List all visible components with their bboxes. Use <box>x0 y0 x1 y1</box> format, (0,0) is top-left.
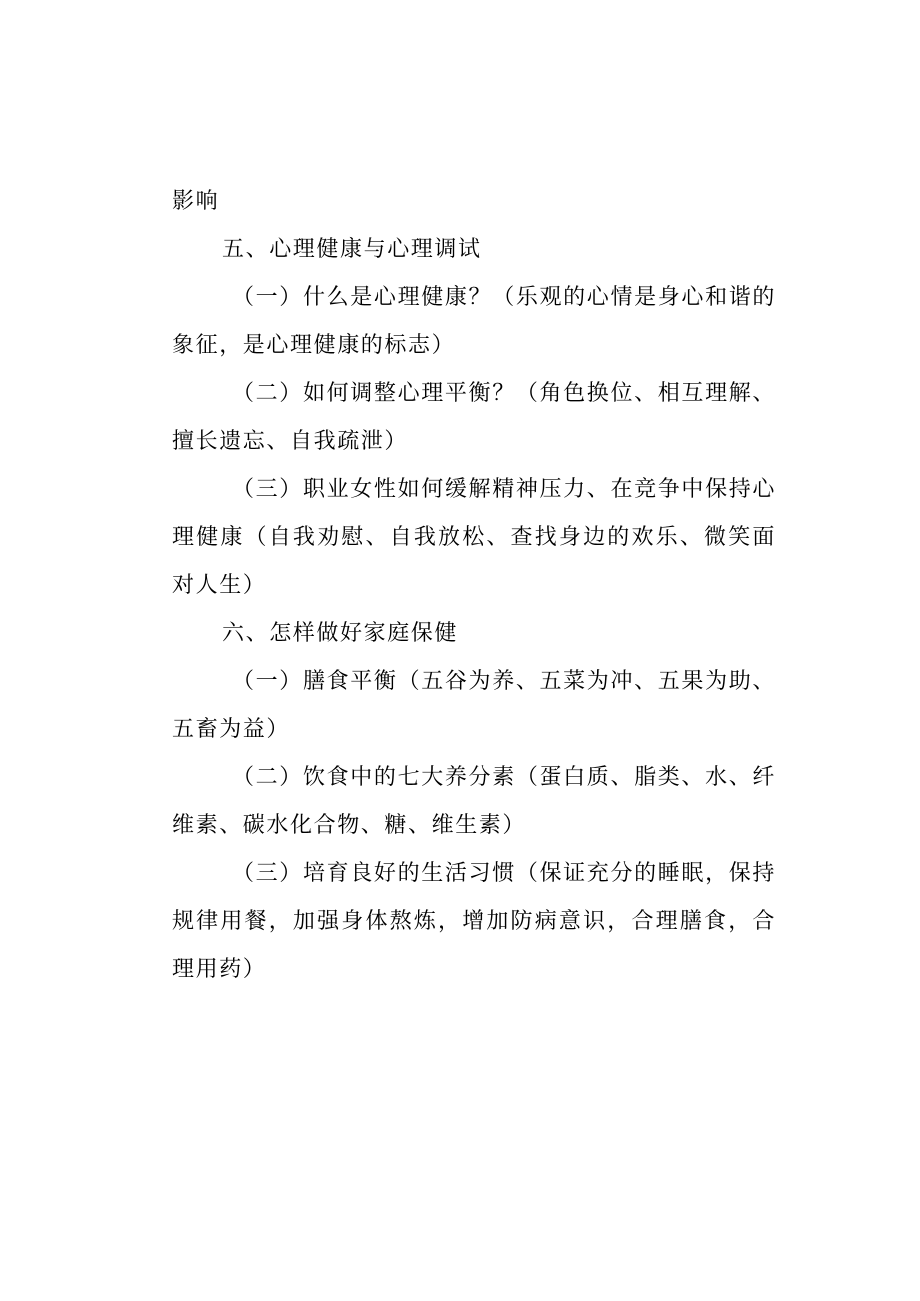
paragraph-continuation: 影响 <box>172 189 220 214</box>
paragraph-6-3: （三）培育良好的生活习惯（保证充分的睡眠，保持规律用餐，加强身体熬炼，增加防病意识，合理膳食，合理用药） <box>172 861 776 982</box>
paragraph-6-2: （二）饮食中的七大养分素（蛋白质、脂类、水、纤维素、碳水化合物、糖、维生素） <box>172 765 776 838</box>
paragraph-5-1: （一）什么是心理健康？（乐观的心情是身心和谐的象征，是心理健康的标志） <box>172 285 776 358</box>
document-body <box>172 178 776 994</box>
paragraph-5-3: （三）职业女性如何缓解精神压力、在竞争中保持心理健康（自我劝慰、自我放松、查找身边的欢乐、微笑面对人生） <box>172 477 776 598</box>
section-heading-6: 六、怎样做好家庭保健 <box>222 621 459 646</box>
paragraph-6-1: （一）膳食平衡（五谷为养、五菜为冲、五果为助、五畜为益） <box>172 669 776 742</box>
section-heading-5: 五、心理健康与心理调试 <box>222 237 482 262</box>
paragraph-5-2: （二）如何调整心理平衡？（角色换位、相互理解、擅长遗忘、自我疏泄） <box>172 381 776 454</box>
